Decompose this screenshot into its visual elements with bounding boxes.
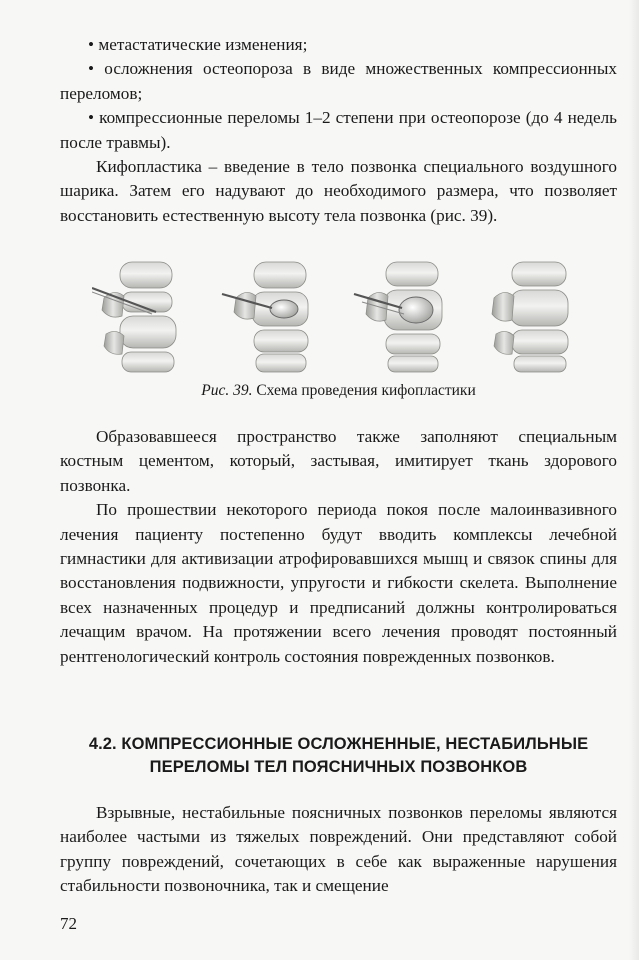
paragraph-burst-fractures: Взрывные, нестабильные поясничных позвонков переломы являются наиболее частыми из тяжелых повреждений. Они представляют собой группу повреждений, сочетающих в себе как выраженные нарушения стабильности позвоночника, так и смещение (60, 803, 617, 896)
paragraph-rehabilitation: По прошествии некоторого периода покоя после малоинвазивного лечения пациенту постепенно будут вводить комплексы лечебной гимнастики для активизации атрофировавшихся мышц и связок спины для восстановления подвижности, упругости и гибкости скелета. Выполнение всех назначенных процедур и предписаний должны контролироваться лечащим врачом. На протяжении всего лечения проводят постоянный рентгенологический контроль состояния поврежденных позвонков. (60, 500, 617, 666)
kyphoplasty-figure (92, 258, 592, 376)
vertebra-stage-2 (222, 262, 308, 372)
figure-caption-number: Рис. 39. (201, 382, 253, 399)
text-block-bottom (60, 801, 617, 899)
bullet-compression-fractures: • компрессионные переломы 1–2 степени при остеопорозе (до 4 недель после травмы). (60, 108, 617, 152)
paragraph-bone-cement: Образовавшееся пространство также заполняют специальным костным цементом, который, застывая, имитирует ткань здорового позвонка. (60, 427, 617, 495)
section-heading-line-2: ПЕРЕЛОМЫ ТЕЛ ПОЯСНИЧНЫХ ПОЗВОНКОВ (149, 758, 528, 776)
section-heading-line-1: 4.2. КОМПРЕССИОННЫЕ ОСЛОЖНЕННЫЕ, НЕСТАБИЛЬНЫЕ (88, 735, 589, 753)
page-number: 72 (60, 914, 77, 933)
vertebra-stage-3 (354, 262, 442, 372)
vertebra-stage-4 (492, 262, 568, 372)
section-heading (60, 733, 617, 779)
paragraph-kyphoplasty: Кифопластика – введение в тело позвонка специального воздушного шарика. Затем его надувают до необходимого размера, что позволяет восстановить естественную высоту тела позвонка (рис. 39). (60, 157, 617, 225)
bullet-osteoporosis-complications: • осложнения остеопороза в виде множественных компрессионных переломов; (60, 59, 617, 103)
page-edge-shadow (629, 0, 639, 960)
figure-caption-text: Схема проведения кифопластики (252, 382, 476, 399)
text-block-top (60, 33, 617, 228)
vertebra-stage-1 (92, 262, 176, 372)
bullet-metastatic: • метастатические изменения; (88, 35, 308, 54)
figure-caption (60, 381, 617, 401)
text-block-middle (60, 425, 617, 669)
